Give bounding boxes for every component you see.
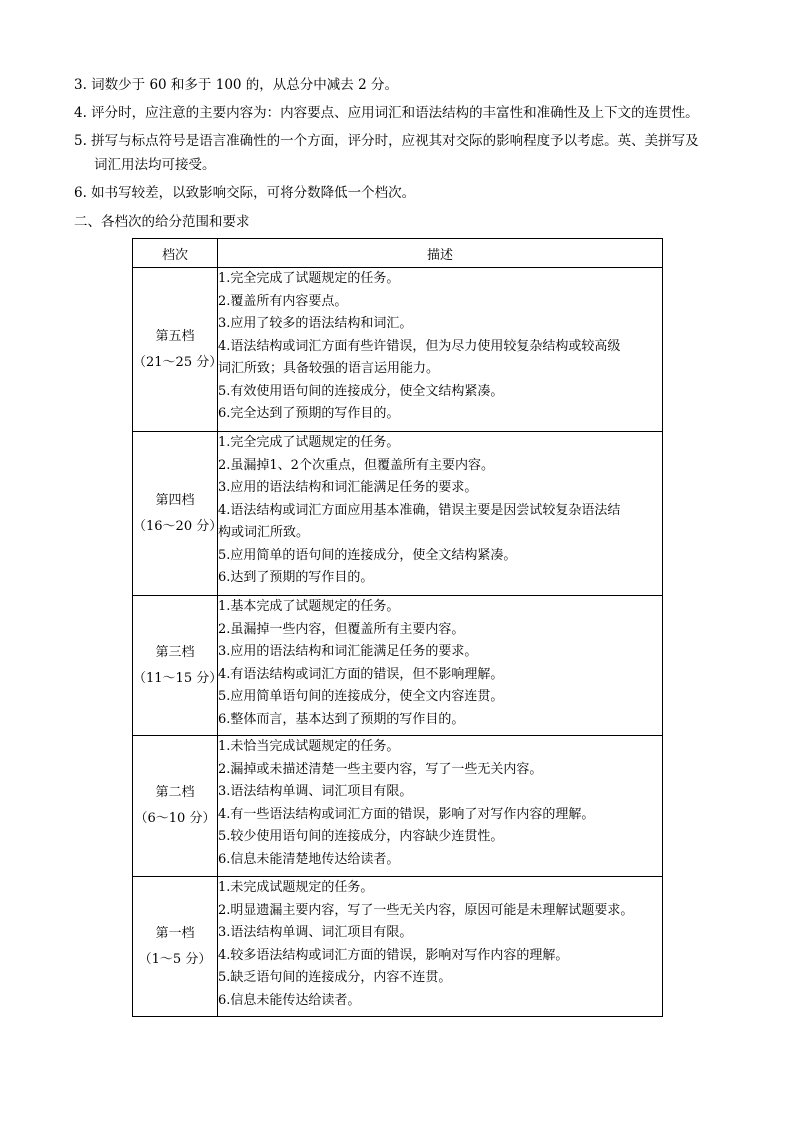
- level-cell: [133, 736, 218, 877]
- description-item: 4.有语法结构或词汇方面的错误，但不影响理解。: [218, 666, 504, 682]
- level-name: 第五档: [155, 328, 195, 344]
- description-cell: [218, 432, 663, 596]
- description-item: 3.语法结构单调、词汇项目有限。: [218, 784, 413, 799]
- level-cell: [133, 268, 223, 432]
- description-item: 3.语法结构单调、词汇项目有限。: [218, 925, 413, 940]
- description-item: 1.完全完成了试题规定的任务。: [218, 435, 400, 450]
- note-3: 3. 词数少于 60 和多于 100 的，从总分中减去 2 分。: [74, 77, 398, 93]
- table-row: [133, 877, 663, 1017]
- level-cell: [133, 877, 218, 1017]
- description-cell: [218, 268, 663, 432]
- note-5-line-2: 词汇用法均可接受。: [94, 157, 216, 173]
- description-item: 4.较多语法结构或词汇方面的错误，影响对写作内容的理解。: [218, 947, 569, 963]
- description-item: 构或词汇所致。: [218, 525, 310, 540]
- level-name: 第二档: [155, 785, 195, 800]
- description-item: 4.语法结构或词汇方面应用基本准确，错误主要是因尝试较复杂语法结: [218, 502, 621, 518]
- description-item: 1.基本完成了试题规定的任务。: [218, 599, 400, 614]
- description-item: 2.虽漏掉一些内容，但覆盖所有主要内容。: [218, 621, 465, 637]
- description-cell: [218, 877, 663, 1017]
- level-range: （16～20 分）: [133, 518, 223, 534]
- level-name: 第三档: [155, 644, 195, 660]
- description-item: 6.信息未能清楚地传达给读者。: [218, 851, 400, 867]
- level-range: （11～15 分）: [133, 670, 223, 686]
- description-item: 1.未恰当完成试题规定的任务。: [218, 739, 400, 754]
- level-name: 第四档: [155, 492, 195, 508]
- description-item: 2.虽漏掉1、2个次重点，但覆盖所有主要内容。: [218, 457, 494, 473]
- note-4: 4. 评分时，应注意的主要内容为：内容要点、应用词汇和语法结构的丰富性和准确性及上下文的连贯性。: [74, 105, 699, 121]
- note-5-line-1: 5. 拼写与标点符号是语言准确性的一个方面，评分时，应视其对交际的影响程度予以考虑。英、美拼写及: [74, 133, 699, 149]
- table-row: [133, 736, 663, 877]
- description-item: 6.达到了预期的写作目的。: [218, 570, 374, 585]
- section-title: 二、各档次的给分范围和要求: [74, 214, 250, 230]
- table-row: [133, 596, 663, 736]
- level-name: 第一档: [155, 925, 195, 941]
- note-5: [74, 129, 734, 177]
- description-item: 3.应用的语法结构和词汇能满足任务的要求。: [218, 644, 478, 659]
- header-description: 描述: [218, 239, 663, 268]
- description-item: 1.未完成试题规定的任务。: [218, 880, 374, 895]
- level-range: （1～5 分）: [138, 951, 212, 967]
- description-cell: [218, 596, 663, 736]
- description-item: 2.明显遗漏主要内容，写了一些无关内容，原因可能是未理解试题要求。: [218, 902, 634, 918]
- description-item: 5.应用简单的语句间的连接成分，使全文结构紧凑。: [218, 547, 517, 563]
- description-item: 5.有效使用语句间的连接成分，使全文结构紧凑。: [218, 383, 504, 399]
- level-cell: [133, 596, 223, 736]
- header-level: 档次: [133, 239, 218, 268]
- description-item: 6.信息未能传达给读者。: [218, 992, 361, 1008]
- description-item: 5.应用简单语句间的连接成分，使全文内容连贯。: [218, 689, 504, 704]
- description-item: 4.语法结构或词汇方面有些许错误，但为尽力使用较复杂结构或较高级: [218, 338, 621, 354]
- description-item: 4.有一些语法结构或词汇方面的错误，影响了对写作内容的理解。: [218, 806, 595, 822]
- description-item: 词汇所致；具备较强的语言运用能力。: [218, 361, 440, 376]
- table-header-row: [133, 239, 663, 268]
- description-item: 1.完全完成了试题规定的任务。: [218, 271, 400, 286]
- description-item: 2.覆盖所有内容要点。: [218, 293, 348, 309]
- table-row: [133, 432, 663, 596]
- description-item: 5.较少使用语句间的连接成分，内容缺少连贯性。: [218, 829, 504, 844]
- level-cell: [133, 432, 223, 596]
- grading-table: [132, 238, 663, 1017]
- description-item: 3.应用的语法结构和词汇能满足任务的要求。: [218, 480, 478, 495]
- description-item: 5.缺乏语句间的连接成分，内容不连贯。: [218, 970, 452, 985]
- description-item: 3.应用了较多的语法结构和词汇。: [218, 316, 413, 331]
- scoring-notes: [74, 73, 734, 209]
- description-item: 2.漏掉或未描述清楚一些主要内容，写了一些无关内容。: [218, 761, 543, 777]
- level-range: （6～10 分）: [134, 811, 216, 826]
- description-item: 6.完全达到了预期的写作目的。: [218, 406, 400, 421]
- table-row: [133, 268, 663, 432]
- note-6: 6. 如书写较差，以致影响交际，可将分数降低一个档次。: [74, 185, 416, 201]
- level-range: （21～25 分）: [133, 354, 223, 370]
- description-item: 6.整体而言，基本达到了预期的写作目的。: [218, 711, 465, 727]
- description-cell: [218, 736, 663, 877]
